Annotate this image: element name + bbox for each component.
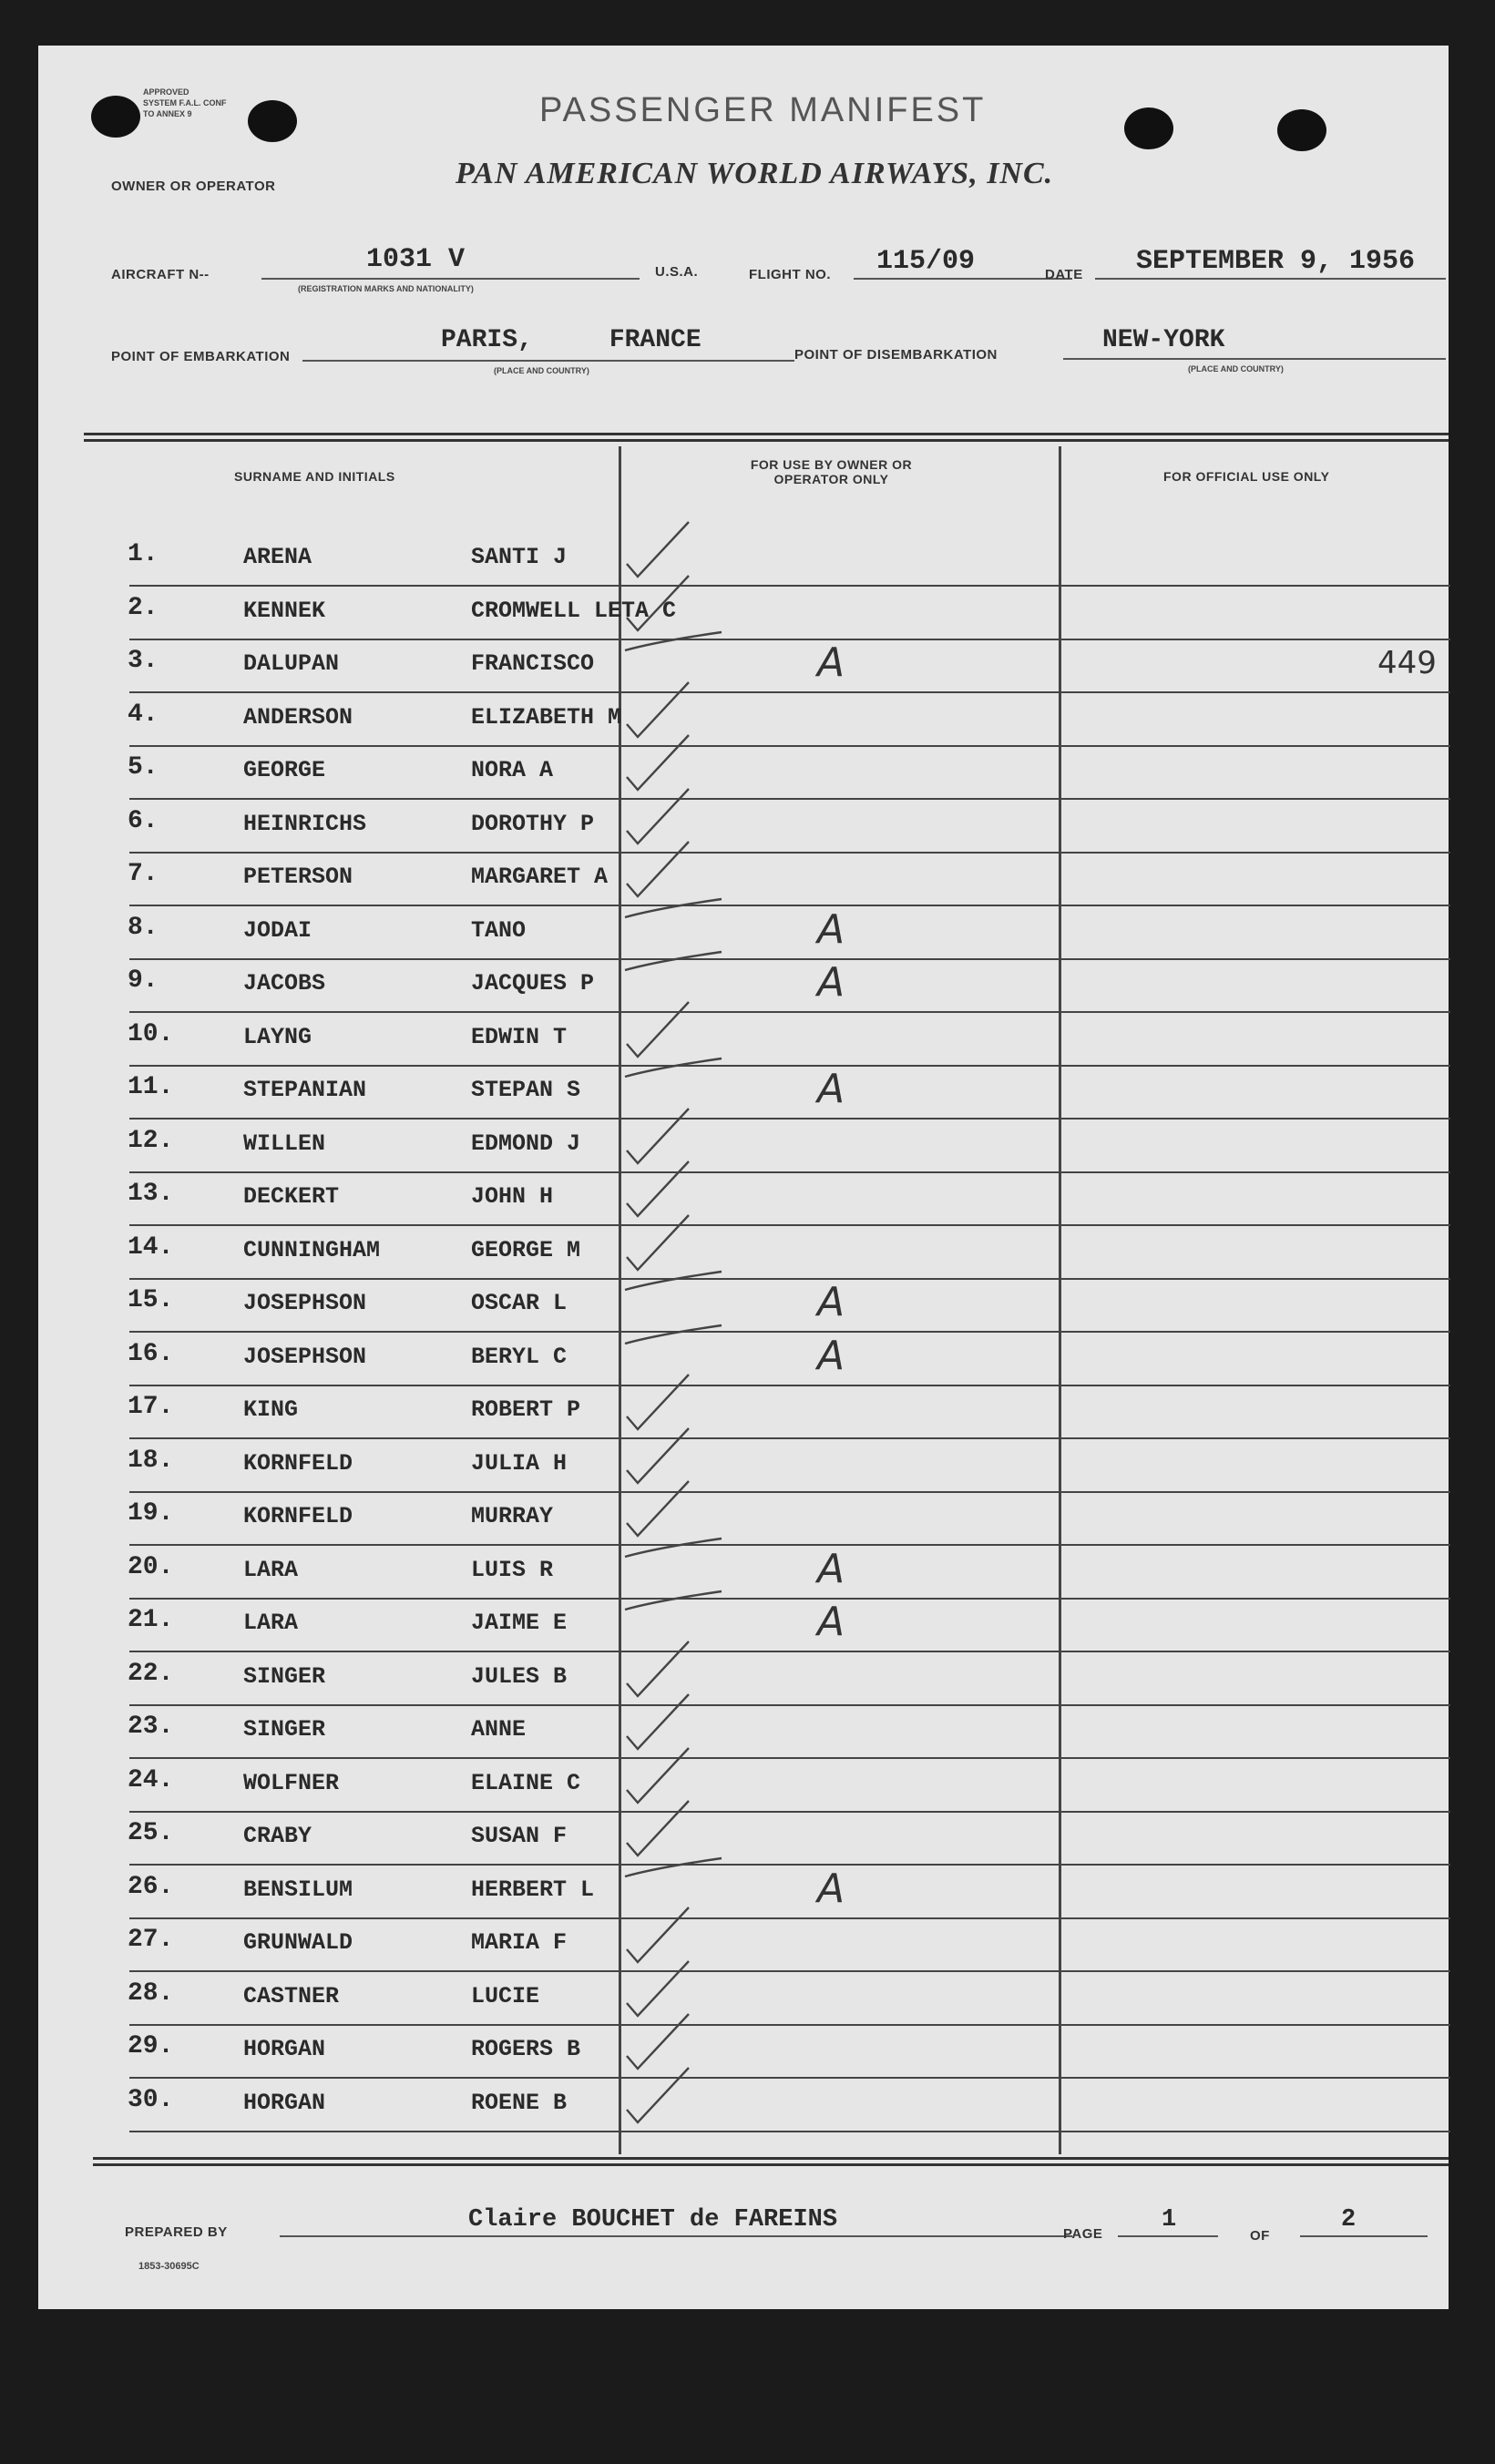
table-bottom-rule-2: [93, 2163, 1449, 2166]
operator-mark: A: [817, 905, 845, 953]
passenger-surname: HORGAN: [243, 2089, 326, 2116]
passenger-surname: DECKERT: [243, 1183, 340, 1210]
flight-value: 115/09: [876, 246, 976, 277]
passenger-given-name: ANNE: [471, 1716, 527, 1743]
passenger-row: [84, 1226, 1450, 1280]
passenger-row: [84, 959, 1450, 1013]
dash-mark-icon: [621, 1263, 731, 1304]
official-note: 449: [1377, 645, 1437, 681]
passenger-surname: STEPANIAN: [243, 1077, 367, 1103]
passenger-given-name: BERYL C: [471, 1343, 568, 1370]
row-number: 3.: [128, 647, 159, 675]
passenger-row: [84, 1652, 1450, 1706]
passenger-row: [84, 1546, 1450, 1600]
row-number: 30.: [128, 2085, 174, 2114]
dash-mark-icon: [621, 1582, 731, 1623]
passenger-surname: GEORGE: [243, 757, 326, 783]
disembark-sub: (PLACE AND COUNTRY): [1188, 364, 1284, 373]
table-top-rule-2: [84, 439, 1449, 442]
aircraft-value: 1031 V: [366, 244, 466, 275]
passenger-row: [84, 1866, 1450, 1919]
dash-mark-icon: [621, 943, 731, 984]
passenger-row: [84, 1918, 1450, 1972]
passenger-row: [84, 1972, 1450, 2026]
passenger-given-name: JULIA H: [471, 1449, 568, 1477]
row-number: 27.: [128, 1926, 174, 1954]
airline-name: PAN AMERICAN WORLD AIRWAYS, INC.: [456, 157, 1054, 190]
col-official-header: FOR OFFICIAL USE ONLY: [1163, 469, 1330, 484]
dash-mark-icon: [621, 1849, 731, 1890]
row-number: 7.: [128, 860, 159, 888]
passenger-surname: JOSEPHSON: [243, 1343, 367, 1370]
embark-sub: (PLACE AND COUNTRY): [494, 366, 589, 375]
disembark-value: NEW-YORK: [1102, 326, 1225, 354]
approved-stamp: APPROVED: [143, 87, 189, 97]
date-value: SEPTEMBER 9, 1956: [1136, 246, 1416, 277]
passenger-row: [84, 1492, 1450, 1546]
flight-label: FLIGHT NO.: [749, 267, 831, 282]
operator-mark: A: [817, 1332, 845, 1379]
row-number: 26.: [128, 1872, 174, 1901]
row-rule: [129, 2131, 1450, 2132]
embark-label: POINT OF EMBARKATION: [111, 349, 291, 364]
passenger-given-name: MARGARET A: [471, 864, 609, 890]
passenger-row: [84, 533, 1450, 587]
passenger-given-name: JULES B: [471, 1662, 568, 1690]
row-number: 8.: [128, 913, 159, 942]
passenger-given-name: HERBERT L: [471, 1876, 595, 1903]
passenger-row: [84, 1385, 1450, 1439]
row-number: 29.: [128, 2032, 174, 2060]
punch-hole: [1277, 109, 1326, 151]
row-number: 13.: [128, 1180, 174, 1208]
passenger-surname: LAYNG: [243, 1023, 312, 1050]
row-number: 10.: [128, 1019, 174, 1048]
row-number: 4.: [128, 700, 159, 729]
passenger-given-name: DOROTHY P: [471, 810, 595, 837]
disembark-label: POINT OF DISEMBARKATION: [794, 347, 998, 363]
row-number: 5.: [128, 753, 159, 782]
passenger-row: [84, 2079, 1450, 2132]
dash-mark-icon: [621, 1049, 731, 1090]
passenger-given-name: NORA A: [471, 757, 554, 783]
passenger-given-name: MARIA F: [471, 1929, 568, 1956]
usa-label: U.S.A.: [655, 264, 699, 280]
page-value: 1: [1162, 2206, 1177, 2234]
dash-mark-icon: [621, 1529, 731, 1570]
passenger-given-name: CROMWELL LETA C: [471, 597, 677, 624]
owner-label: OWNER OR OPERATOR: [111, 179, 276, 194]
passenger-given-name: SUSAN F: [471, 1823, 568, 1849]
passenger-given-name: ROENE B: [471, 2089, 568, 2116]
passenger-surname: CUNNINGHAM: [243, 1236, 381, 1263]
approved-stamp-line3: TO ANNEX 9: [143, 109, 192, 118]
passenger-given-name: OSCAR L: [471, 1290, 568, 1316]
row-number: 20.: [128, 1552, 174, 1581]
passenger-row: [84, 587, 1450, 640]
passenger-surname: HORGAN: [243, 2036, 326, 2062]
dash-mark-icon: [621, 623, 731, 664]
passenger-given-name: GEORGE M: [471, 1236, 581, 1263]
date-label: DATE: [1045, 267, 1083, 282]
of-value: 2: [1341, 2206, 1357, 2234]
punch-hole: [1124, 107, 1173, 149]
passenger-row: [84, 800, 1450, 854]
passenger-given-name: LUIS R: [471, 1556, 554, 1583]
passenger-surname: GRUNWALD: [243, 1929, 353, 1956]
passenger-row: [84, 1066, 1450, 1120]
passenger-surname: ARENA: [243, 544, 312, 570]
passenger-given-name: FRANCISCO: [471, 650, 595, 677]
passenger-given-name: SANTI J: [471, 544, 568, 570]
row-number: 24.: [128, 1765, 174, 1794]
row-number: 11.: [128, 1073, 174, 1101]
dash-mark-icon: [621, 1316, 731, 1357]
manifest-sheet: [38, 46, 1449, 2309]
table-top-rule: [84, 433, 1449, 435]
row-number: 9.: [128, 966, 159, 995]
passenger-row: [84, 1172, 1450, 1226]
dash-mark-icon: [621, 890, 731, 931]
passenger-given-name: JAIME E: [471, 1610, 568, 1636]
passenger-given-name: JACQUES P: [471, 970, 595, 997]
passenger-surname: KING: [243, 1396, 299, 1423]
passenger-surname: DALUPAN: [243, 650, 340, 677]
passenger-surname: JODAI: [243, 916, 312, 944]
embark-value: PARIS, FRANCE: [441, 326, 701, 354]
passenger-surname: CRABY: [243, 1823, 312, 1849]
row-number: 14.: [128, 1232, 174, 1262]
passenger-row: [84, 639, 1450, 693]
approved-stamp-line2: SYSTEM F.A.L. CONF: [143, 98, 227, 107]
of-label: OF: [1250, 2228, 1270, 2244]
row-number: 22.: [128, 1659, 174, 1688]
passenger-row: [84, 1759, 1450, 1813]
passenger-surname: JOSEPHSON: [243, 1290, 367, 1316]
passenger-row: [84, 746, 1450, 800]
row-number: 21.: [128, 1606, 174, 1634]
col-owner-header: FOR USE BY OWNER OR OPERATOR ONLY: [750, 457, 913, 486]
page-title: PASSENGER MANIFEST: [539, 91, 987, 129]
passenger-surname: PETERSON: [243, 864, 353, 890]
col-name-header: SURNAME AND INITIALS: [234, 469, 395, 484]
operator-mark: A: [817, 639, 845, 686]
passenger-surname: KENNEK: [243, 597, 326, 624]
aircraft-sub: (REGISTRATION MARKS AND NATIONALITY): [298, 284, 474, 293]
row-number: 16.: [128, 1339, 174, 1368]
row-number: 17.: [128, 1393, 174, 1421]
passenger-surname: KORNFELD: [243, 1449, 353, 1477]
passenger-surname: LARA: [243, 1556, 299, 1583]
passenger-given-name: EDWIN T: [471, 1023, 568, 1050]
passenger-given-name: LUCIE: [471, 1982, 540, 2009]
table-bottom-rule: [93, 2157, 1449, 2160]
passenger-row: [84, 1599, 1450, 1652]
operator-mark: A: [817, 1279, 845, 1325]
passenger-row: [84, 906, 1450, 960]
passenger-given-name: STEPAN S: [471, 1077, 581, 1103]
passenger-surname: SINGER: [243, 1716, 326, 1743]
passenger-given-name: ELIZABETH M: [471, 703, 622, 731]
passenger-row: [84, 1439, 1450, 1493]
passenger-row: [84, 1705, 1450, 1759]
row-number: 1.: [128, 540, 159, 568]
passenger-given-name: JOHN H: [471, 1183, 554, 1210]
passenger-given-name: MURRAY: [471, 1503, 554, 1529]
row-number: 23.: [128, 1713, 174, 1741]
aircraft-label: AIRCRAFT N--: [111, 267, 210, 282]
row-number: 15.: [128, 1286, 174, 1314]
operator-mark: A: [817, 1865, 845, 1912]
row-number: 12.: [128, 1126, 174, 1155]
row-number: 2.: [128, 593, 159, 622]
passenger-row: [84, 853, 1450, 906]
passenger-row: [84, 1120, 1450, 1173]
page-label: PAGE: [1063, 2226, 1103, 2242]
passenger-given-name: ROGERS B: [471, 2036, 581, 2062]
punch-hole: [248, 100, 297, 142]
operator-mark: A: [817, 1599, 845, 1645]
passenger-surname: JACOBS: [243, 970, 326, 997]
operator-mark: A: [817, 1545, 845, 1592]
passenger-surname: LARA: [243, 1610, 299, 1636]
passenger-row: [84, 1333, 1450, 1386]
passenger-row: [84, 1279, 1450, 1333]
passenger-surname: WOLFNER: [243, 1769, 340, 1796]
row-number: 28.: [128, 1978, 174, 2008]
passenger-surname: HEINRICHS: [243, 810, 367, 837]
passenger-row: [84, 2025, 1450, 2079]
passenger-surname: ANDERSON: [243, 703, 353, 731]
passenger-given-name: ROBERT P: [471, 1396, 581, 1423]
passenger-row: [84, 693, 1450, 747]
punch-hole: [91, 96, 140, 138]
passenger-row: [84, 1013, 1450, 1067]
row-number: 6.: [128, 806, 159, 835]
operator-mark: A: [817, 1066, 845, 1112]
passenger-given-name: EDMOND J: [471, 1130, 581, 1157]
passenger-given-name: TANO: [471, 916, 527, 944]
passenger-surname: SINGER: [243, 1662, 326, 1690]
passenger-row: [84, 1812, 1450, 1866]
row-number: 25.: [128, 1819, 174, 1847]
row-number: 19.: [128, 1499, 174, 1528]
operator-mark: A: [817, 959, 845, 1006]
passenger-surname: WILLEN: [243, 1130, 326, 1157]
passenger-surname: BENSILUM: [243, 1876, 353, 1903]
prepared-value: Claire BOUCHET de FAREINS: [468, 2206, 838, 2234]
passenger-surname: CASTNER: [243, 1982, 340, 2009]
form-code: 1853-30695C: [138, 2261, 200, 2272]
row-number: 18.: [128, 1446, 174, 1475]
prepared-label: PREPARED BY: [125, 2224, 228, 2240]
passenger-surname: KORNFELD: [243, 1503, 353, 1529]
checkmark-icon: [621, 2062, 694, 2140]
passenger-given-name: ELAINE C: [471, 1769, 581, 1796]
